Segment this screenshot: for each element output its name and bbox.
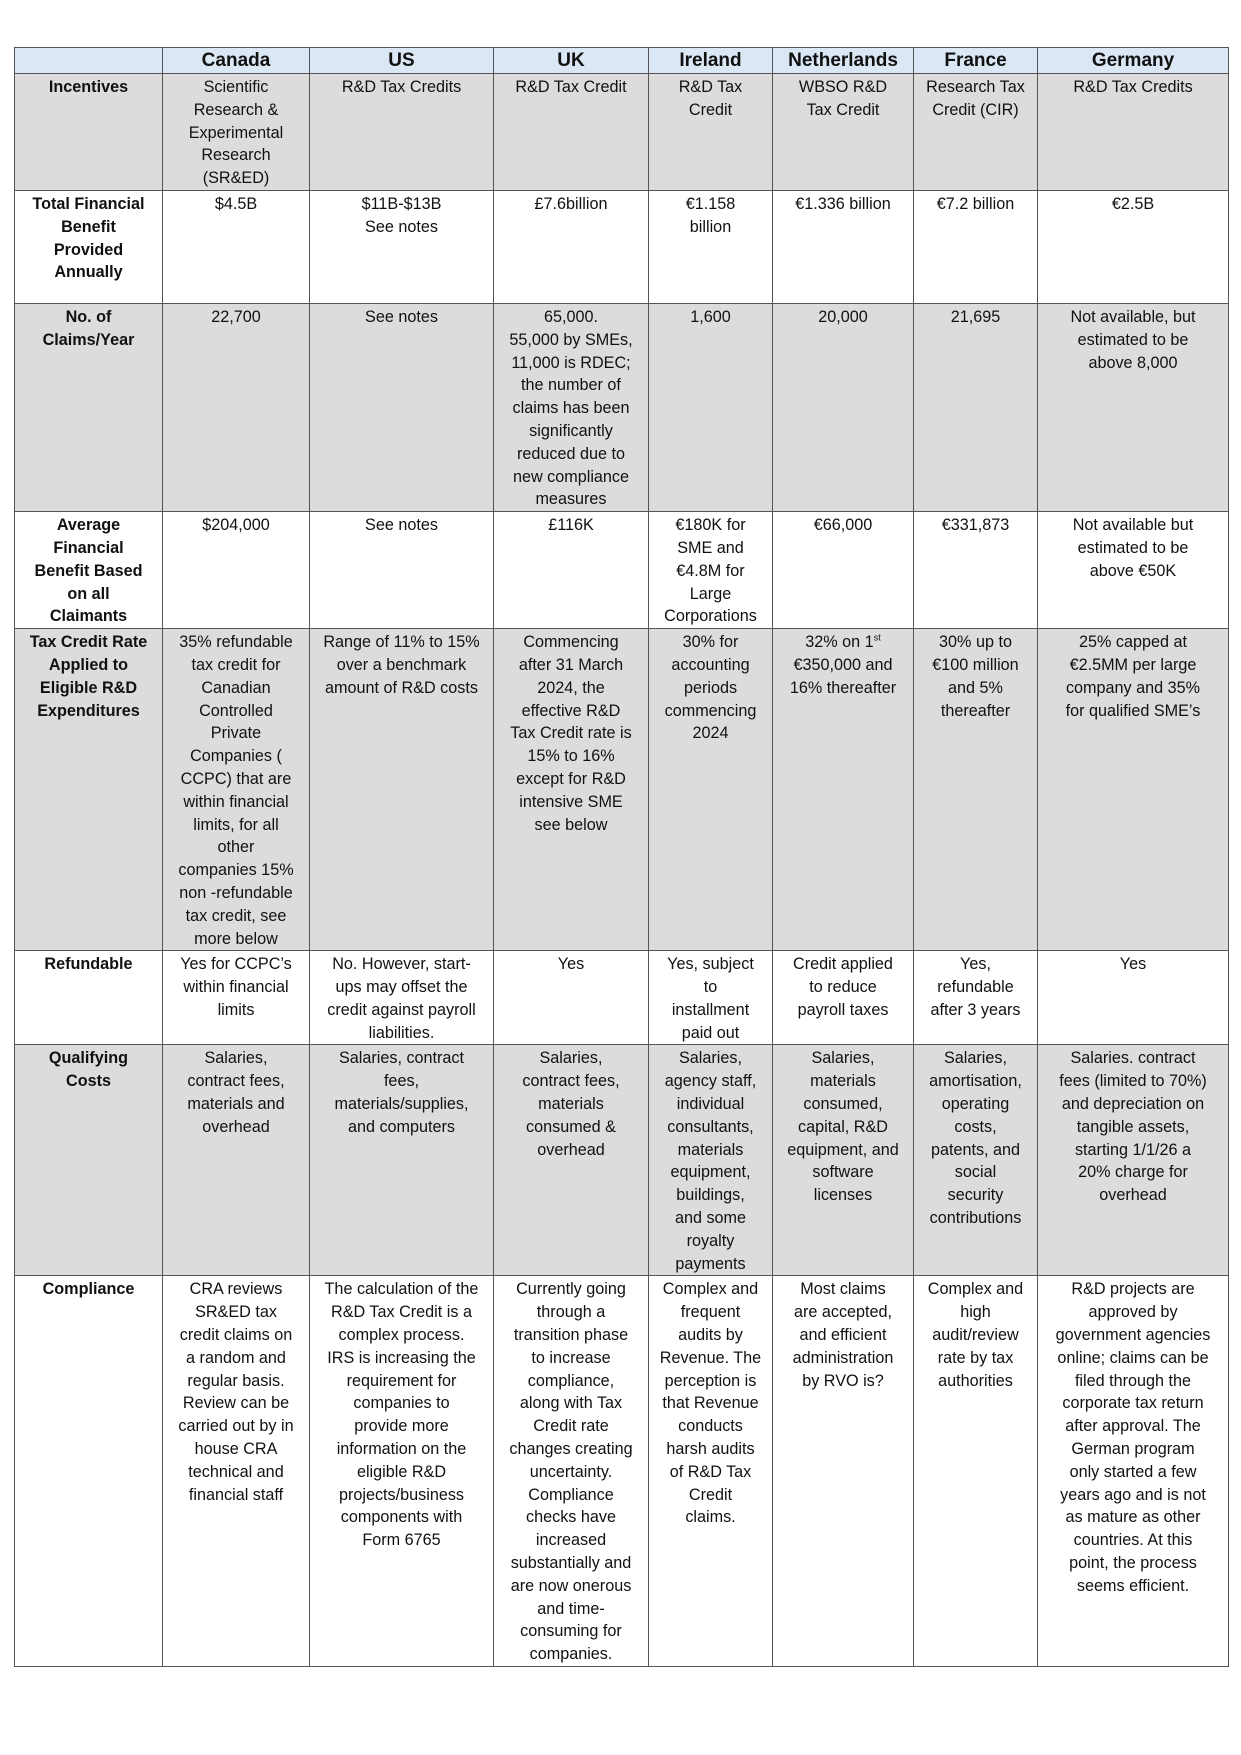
row-claims-per-year bbox=[15, 303, 1229, 511]
cell-compliance-ireland: Complex and frequent audits by Revenue. The perception is that Revenue conducts harsh audits of R&D Tax Credit claims. bbox=[649, 1276, 773, 1667]
cell-incentives-canada: Scientific Research & Experimental Research (SR&ED) bbox=[163, 74, 310, 191]
cell-total-benefit-germany: €2.5B bbox=[1038, 190, 1229, 303]
cell-compliance-canada: CRA reviews SR&ED tax credit claims on a random and regular basis. Review can be carried out by in house CRA technical and financial staff bbox=[163, 1276, 310, 1667]
row-label-claims-per-year: No. of Claims/Year bbox=[15, 303, 163, 511]
cell-costs-germany: Salaries. contract fees (limited to 70%) and depreciation on tangible assets, starting 1/1/26 a 20% charge for overhead bbox=[1038, 1045, 1229, 1276]
cell-refundable-germany: Yes bbox=[1038, 951, 1229, 1045]
cell-average-benefit-uk: £116K bbox=[494, 512, 649, 629]
cell-refundable-uk: Yes bbox=[494, 951, 649, 1045]
cell-average-benefit-france: €331,873 bbox=[914, 512, 1038, 629]
header-row bbox=[15, 48, 1229, 74]
cell-refundable-netherlands: Credit applied to reduce payroll taxes bbox=[773, 951, 914, 1045]
cell-rate-uk: Commencing after 31 March 2024, the effective R&D Tax Credit rate is 15% to 16% except for R&D intensive SME see below bbox=[494, 629, 649, 951]
row-average-financial-benefit bbox=[15, 512, 1229, 629]
cell-rate-germany: 25% capped at €2.5MM per large company and 35% for qualified SME’s bbox=[1038, 629, 1229, 951]
row-qualifying-costs bbox=[15, 1045, 1229, 1276]
cell-costs-us: Salaries, contract fees, materials/supplies, and computers bbox=[310, 1045, 494, 1276]
column-header-canada: Canada bbox=[163, 48, 310, 74]
row-label-average-financial-benefit: Average Financial Benefit Based on all Claimants bbox=[15, 512, 163, 629]
cell-incentives-us: R&D Tax Credits bbox=[310, 74, 494, 191]
cell-compliance-uk: Currently going through a transition phase to increase compliance, along with Tax Credit rate changes creating uncertainty. Compliance checks have increased substantially and are now onerous and time- consuming for companies. bbox=[494, 1276, 649, 1667]
cell-compliance-france: Complex and high audit/review rate by tax authorities bbox=[914, 1276, 1038, 1667]
cell-refundable-france: Yes, refundable after 3 years bbox=[914, 951, 1038, 1045]
cell-compliance-us: The calculation of the R&D Tax Credit is a complex process. IRS is increasing the requirement for companies to provide more information on the eligible R&D projects/business components with Form 6765 bbox=[310, 1276, 494, 1667]
cell-total-benefit-netherlands: €1.336 billion bbox=[773, 190, 914, 303]
cell-costs-netherlands: Salaries, materials consumed, capital, R&D equipment, and software licenses bbox=[773, 1045, 914, 1276]
column-header-ireland: Ireland bbox=[649, 48, 773, 74]
cell-claims-germany: Not available, but estimated to be above 8,000 bbox=[1038, 303, 1229, 511]
cell-rate-ireland: 30% for accounting periods commencing 2024 bbox=[649, 629, 773, 951]
cell-claims-us: See notes bbox=[310, 303, 494, 511]
cell-compliance-netherlands: Most claims are accepted, and efficient administration by RVO is? bbox=[773, 1276, 914, 1667]
cell-incentives-france: Research Tax Credit (CIR) bbox=[914, 74, 1038, 191]
cell-costs-france: Salaries, amortisation, operating costs, patents, and social security contributions bbox=[914, 1045, 1038, 1276]
cell-refundable-us: No. However, start- ups may offset the credit against payroll liabilities. bbox=[310, 951, 494, 1045]
cell-rate-france: 30% up to €100 million and 5% thereafter bbox=[914, 629, 1038, 951]
row-total-financial-benefit bbox=[15, 190, 1229, 303]
row-label-incentives: Incentives bbox=[15, 74, 163, 191]
cell-average-benefit-germany: Not available but estimated to be above €50K bbox=[1038, 512, 1229, 629]
cell-rate-netherlands: 32% on 1st €350,000 and 16% thereafter bbox=[773, 629, 914, 951]
column-header-us: US bbox=[310, 48, 494, 74]
row-incentives bbox=[15, 74, 1229, 191]
corner-cell bbox=[15, 48, 163, 74]
cell-claims-netherlands: 20,000 bbox=[773, 303, 914, 511]
row-label-refundable: Refundable bbox=[15, 951, 163, 1045]
cell-average-benefit-us: See notes bbox=[310, 512, 494, 629]
cell-total-benefit-france: €7.2 billion bbox=[914, 190, 1038, 303]
row-label-compliance: Compliance bbox=[15, 1276, 163, 1667]
cell-costs-ireland: Salaries, agency staff, individual consultants, materials equipment, buildings, and some royalty payments bbox=[649, 1045, 773, 1276]
cell-claims-uk: 65,000. 55,000 by SMEs, 11,000 is RDEC; the number of claims has been significantly reduced due to new compliance measures bbox=[494, 303, 649, 511]
cell-total-benefit-ireland: €1.158 billion bbox=[649, 190, 773, 303]
cell-total-benefit-canada: $4.5B bbox=[163, 190, 310, 303]
cell-average-benefit-canada: $204,000 bbox=[163, 512, 310, 629]
cell-refundable-canada: Yes for CCPC’s within financial limits bbox=[163, 951, 310, 1045]
cell-total-benefit-uk: £7.6billion bbox=[494, 190, 649, 303]
cell-average-benefit-netherlands: €66,000 bbox=[773, 512, 914, 629]
cell-claims-france: 21,695 bbox=[914, 303, 1038, 511]
row-compliance bbox=[15, 1276, 1229, 1667]
cell-claims-canada: 22,700 bbox=[163, 303, 310, 511]
cell-claims-ireland: 1,600 bbox=[649, 303, 773, 511]
column-header-germany: Germany bbox=[1038, 48, 1229, 74]
cell-total-benefit-us: $11B-$13B See notes bbox=[310, 190, 494, 303]
column-header-netherlands: Netherlands bbox=[773, 48, 914, 74]
cell-average-benefit-ireland: €180K for SME and €4.8M for Large Corporations bbox=[649, 512, 773, 629]
cell-rate-us: Range of 11% to 15% over a benchmark amount of R&D costs bbox=[310, 629, 494, 951]
rd-tax-credit-comparison-table bbox=[14, 47, 1229, 1667]
cell-refundable-ireland: Yes, subject to installment paid out bbox=[649, 951, 773, 1045]
row-tax-credit-rate bbox=[15, 629, 1229, 951]
cell-compliance-germany: R&D projects are approved by government agencies online; claims can be filed through the corporate tax return after approval. The German program only started a few years ago and is not as mature as other countries. At this point, the process seems efficient. bbox=[1038, 1276, 1229, 1667]
cell-incentives-ireland: R&D Tax Credit bbox=[649, 74, 773, 191]
row-label-total-financial-benefit: Total Financial Benefit Provided Annually bbox=[15, 190, 163, 303]
cell-costs-canada: Salaries, contract fees, materials and overhead bbox=[163, 1045, 310, 1276]
cell-incentives-germany: R&D Tax Credits bbox=[1038, 74, 1229, 191]
cell-incentives-uk: R&D Tax Credit bbox=[494, 74, 649, 191]
row-refundable bbox=[15, 951, 1229, 1045]
row-label-tax-credit-rate: Tax Credit Rate Applied to Eligible R&D Expenditures bbox=[15, 629, 163, 951]
cell-incentives-netherlands: WBSO R&D Tax Credit bbox=[773, 74, 914, 191]
row-label-qualifying-costs: Qualifying Costs bbox=[15, 1045, 163, 1276]
column-header-uk: UK bbox=[494, 48, 649, 74]
cell-costs-uk: Salaries, contract fees, materials consumed & overhead bbox=[494, 1045, 649, 1276]
column-header-france: France bbox=[914, 48, 1038, 74]
cell-rate-canada: 35% refundable tax credit for Canadian Controlled Private Companies ( CCPC) that are within financial limits, for all other companies 15% non -refundable tax credit, see more below bbox=[163, 629, 310, 951]
